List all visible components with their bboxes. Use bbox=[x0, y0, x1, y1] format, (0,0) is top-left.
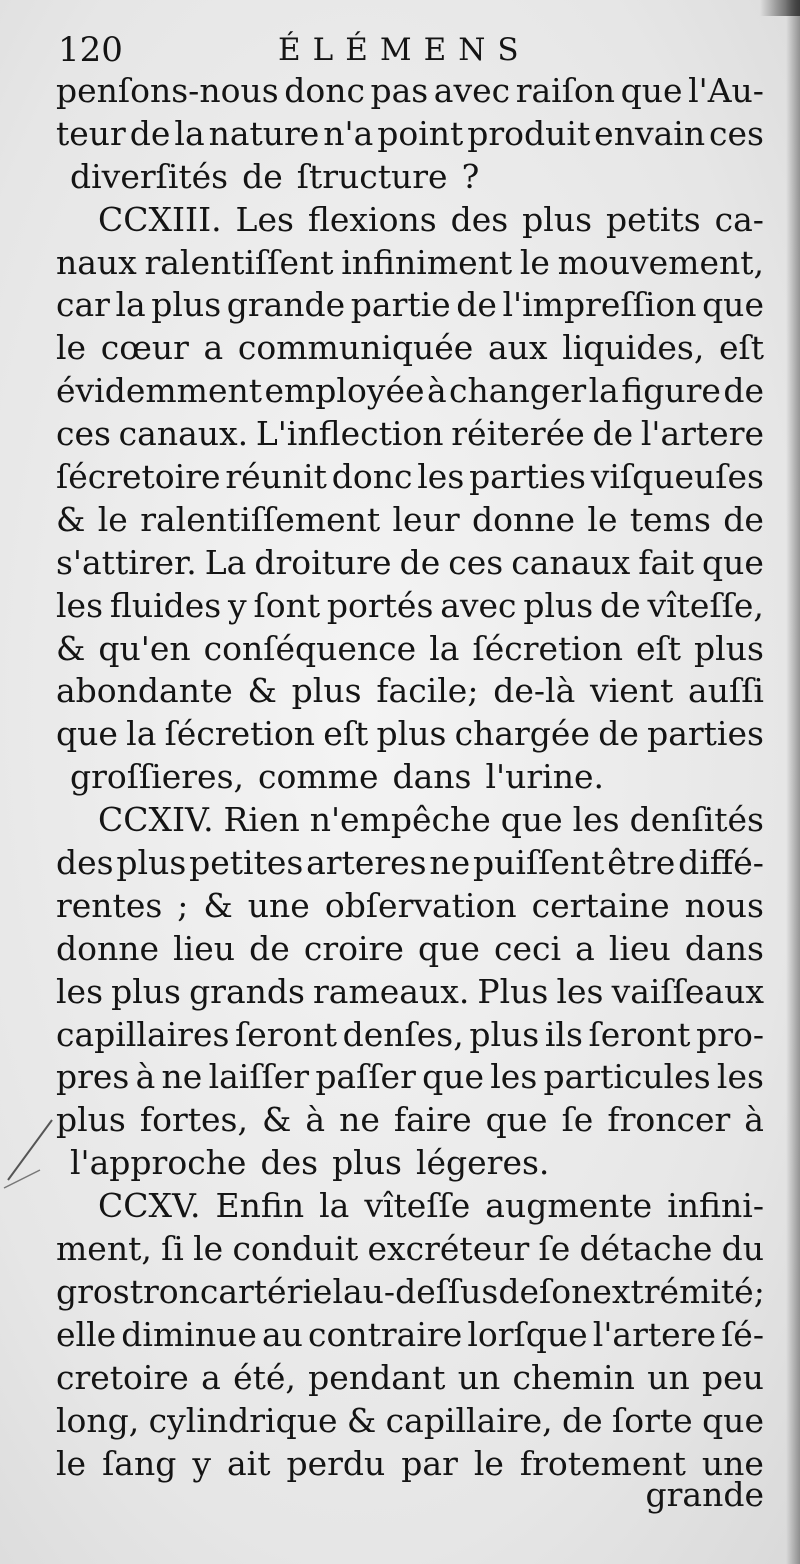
word: ſeront bbox=[235, 1014, 337, 1054]
word: les bbox=[417, 457, 465, 497]
word: vîteſſe bbox=[364, 1186, 471, 1226]
word: que bbox=[702, 285, 764, 325]
word: flexions bbox=[307, 199, 437, 239]
word: de bbox=[456, 285, 497, 325]
word: à bbox=[744, 1100, 764, 1140]
word: & bbox=[56, 628, 86, 668]
word: penſons-nous bbox=[56, 71, 279, 110]
word: que bbox=[500, 800, 563, 840]
word: fortes, bbox=[139, 1100, 248, 1140]
text-line bbox=[56, 585, 764, 628]
word: de bbox=[498, 1271, 540, 1311]
word: n'a bbox=[323, 113, 374, 153]
word: les bbox=[556, 971, 604, 1011]
word: augmente bbox=[485, 1186, 653, 1226]
word: groſſieres, bbox=[70, 757, 245, 797]
word: réunit bbox=[225, 457, 327, 497]
word: ralentiſſent bbox=[144, 242, 334, 282]
word: réiterée bbox=[451, 414, 585, 454]
word: petits bbox=[605, 199, 701, 239]
word: eſt bbox=[636, 628, 682, 668]
word: la bbox=[174, 113, 205, 153]
word: diverſités bbox=[70, 156, 229, 196]
word: donne bbox=[472, 499, 576, 539]
word: capillaires bbox=[56, 1014, 230, 1054]
word: point bbox=[377, 113, 464, 153]
word: vîteſſe, bbox=[647, 585, 764, 625]
word: petites bbox=[189, 843, 304, 883]
word: cretoire bbox=[56, 1357, 189, 1397]
text-line bbox=[56, 756, 764, 799]
word: peu bbox=[702, 1357, 764, 1397]
text-line bbox=[56, 971, 764, 1014]
word: que bbox=[417, 928, 480, 968]
word: à bbox=[426, 371, 447, 411]
word: avec bbox=[433, 71, 511, 110]
word: de bbox=[592, 414, 634, 454]
word: ſorte bbox=[612, 1400, 693, 1440]
word: qu'en bbox=[98, 628, 191, 668]
word: ſont bbox=[253, 585, 321, 625]
word: artériel bbox=[218, 1271, 343, 1311]
word: ces bbox=[56, 414, 111, 454]
word: plus bbox=[332, 1143, 402, 1183]
word: mouvement, bbox=[557, 242, 764, 282]
word: avec bbox=[440, 585, 517, 625]
text-line bbox=[56, 1014, 764, 1057]
word: par bbox=[401, 1443, 458, 1483]
word: ſi bbox=[161, 1229, 184, 1269]
word: plus bbox=[523, 585, 594, 625]
word: que bbox=[620, 71, 683, 110]
word: ſon bbox=[539, 1271, 593, 1311]
word: envain bbox=[594, 113, 706, 153]
word: & bbox=[247, 671, 277, 711]
word: naux bbox=[56, 242, 137, 282]
word: la bbox=[126, 714, 157, 754]
word: de bbox=[399, 542, 441, 582]
text-line bbox=[56, 842, 764, 885]
word: la bbox=[588, 371, 619, 411]
word: au bbox=[261, 1314, 303, 1354]
word: donne bbox=[56, 928, 160, 968]
text-line bbox=[56, 885, 764, 928]
word: froncer bbox=[607, 1100, 731, 1140]
word: capillaire, bbox=[385, 1400, 553, 1440]
word: dans bbox=[684, 928, 764, 968]
word: denſités bbox=[629, 800, 764, 840]
word: de bbox=[129, 113, 171, 153]
word: les bbox=[56, 585, 104, 625]
text-line bbox=[56, 156, 764, 199]
word: ils bbox=[544, 1014, 583, 1054]
word: particules bbox=[543, 1057, 711, 1097]
word: teur bbox=[56, 113, 126, 153]
text-line bbox=[56, 1314, 764, 1357]
word: ait bbox=[226, 1443, 271, 1483]
word: l'approche bbox=[70, 1143, 247, 1183]
word: de bbox=[723, 499, 764, 539]
text-line bbox=[56, 628, 764, 671]
word: L'inflection bbox=[255, 414, 444, 454]
word: ment, bbox=[56, 1229, 152, 1269]
word: ſécretion bbox=[472, 628, 623, 668]
word: Plus bbox=[477, 971, 549, 1011]
word: ne bbox=[339, 1100, 380, 1140]
word: plus bbox=[694, 628, 764, 668]
word: vaiſſeaux bbox=[611, 971, 764, 1011]
word: cœur bbox=[100, 328, 189, 368]
text-line bbox=[56, 242, 764, 285]
word: le bbox=[519, 242, 550, 282]
word: raiſon bbox=[515, 71, 616, 110]
text-line bbox=[56, 70, 764, 113]
word: arteres bbox=[306, 843, 427, 883]
word: de-là bbox=[493, 671, 576, 711]
text-line bbox=[56, 413, 764, 456]
page-edge-shadow bbox=[786, 0, 800, 1564]
word: ſtructure bbox=[296, 156, 448, 196]
word: communiquée bbox=[237, 328, 474, 368]
word: a bbox=[203, 328, 224, 368]
word: CCXV. bbox=[98, 1186, 201, 1226]
word: liquides, bbox=[562, 328, 705, 368]
word: détache bbox=[579, 1229, 713, 1269]
word: l'impreſſion bbox=[502, 285, 697, 325]
word: fluides bbox=[109, 585, 222, 625]
word: perdu bbox=[286, 1443, 386, 1483]
word: La bbox=[204, 542, 247, 582]
word: ſécretion bbox=[164, 714, 316, 754]
word: pro- bbox=[696, 1014, 764, 1054]
word: tronc bbox=[129, 1271, 219, 1311]
word: CCXIII. bbox=[98, 199, 222, 239]
text-line bbox=[56, 542, 764, 585]
word: eſt bbox=[323, 714, 369, 754]
word: croire bbox=[303, 928, 404, 968]
word: l'artere bbox=[592, 1314, 716, 1354]
text-line bbox=[56, 1185, 764, 1228]
word: plus bbox=[376, 714, 447, 754]
word: les bbox=[572, 800, 620, 840]
word: canaux. bbox=[118, 414, 249, 454]
word: l'urine. bbox=[485, 757, 604, 797]
word: canaux bbox=[511, 542, 631, 582]
word: chargée bbox=[454, 714, 590, 754]
word: plus bbox=[116, 843, 187, 883]
word: aux bbox=[487, 328, 548, 368]
word: car bbox=[56, 285, 110, 325]
word: une bbox=[701, 1443, 764, 1483]
text-line bbox=[56, 670, 764, 713]
word: ca- bbox=[714, 199, 764, 239]
word: à bbox=[305, 1100, 326, 1140]
word: viſqueuſes bbox=[590, 457, 764, 497]
text-line bbox=[56, 370, 764, 413]
word: plus bbox=[522, 199, 593, 239]
word: y bbox=[192, 1443, 211, 1483]
word: le bbox=[97, 499, 128, 539]
word: eſt bbox=[718, 328, 764, 368]
word: grands bbox=[189, 971, 305, 1011]
word: l'artere bbox=[640, 414, 764, 454]
word: obſervation bbox=[324, 885, 517, 925]
word: a bbox=[201, 1357, 221, 1397]
word: long, bbox=[56, 1400, 140, 1440]
page-header bbox=[58, 24, 758, 74]
word: plus bbox=[469, 1014, 540, 1054]
word: été, bbox=[233, 1357, 296, 1397]
word: lieu bbox=[608, 928, 671, 968]
page-corner-shadow bbox=[760, 0, 800, 16]
word: ne bbox=[161, 1057, 203, 1097]
word: & bbox=[56, 499, 86, 539]
word: de bbox=[600, 585, 641, 625]
word: du bbox=[721, 1229, 764, 1269]
word: des bbox=[260, 1143, 319, 1183]
word: de bbox=[562, 1400, 603, 1440]
word: la bbox=[319, 1186, 350, 1226]
word: parties bbox=[647, 714, 764, 754]
word: les bbox=[490, 1057, 538, 1097]
word: les bbox=[716, 1057, 764, 1097]
word: donc bbox=[331, 457, 413, 497]
word: l'Au- bbox=[688, 71, 764, 110]
word: que bbox=[422, 1057, 484, 1097]
word: ceci bbox=[493, 928, 562, 968]
word: puiſſent bbox=[473, 843, 605, 883]
word: abondante bbox=[56, 671, 233, 711]
word: certaine bbox=[531, 885, 670, 925]
text-line bbox=[56, 199, 764, 242]
word: plus bbox=[151, 285, 222, 325]
margin-pen-stroke bbox=[0, 1110, 60, 1190]
word: nous bbox=[684, 885, 764, 925]
page-number: 120 bbox=[58, 30, 123, 70]
word: ſe bbox=[538, 1229, 571, 1269]
text-line bbox=[56, 113, 764, 156]
word: pendant bbox=[308, 1357, 446, 1397]
text-line bbox=[56, 1056, 764, 1099]
word: à bbox=[135, 1057, 156, 1097]
word: donc bbox=[284, 71, 365, 110]
word: figure bbox=[621, 371, 721, 411]
word: dans bbox=[392, 757, 472, 797]
word: au-deſſus bbox=[343, 1271, 499, 1311]
word: ſécretoire bbox=[56, 457, 221, 497]
word: n'empêche bbox=[309, 800, 491, 840]
word: évidemment bbox=[56, 371, 263, 411]
word: y bbox=[228, 585, 247, 625]
word: de bbox=[723, 371, 764, 411]
word: s'attirer. bbox=[56, 542, 197, 582]
word: des bbox=[450, 199, 509, 239]
word: les bbox=[56, 971, 104, 1011]
word: gros bbox=[56, 1271, 130, 1311]
word: cylindrique bbox=[148, 1400, 338, 1440]
word: & bbox=[203, 885, 233, 925]
word: ces bbox=[709, 113, 764, 153]
word: & bbox=[346, 1400, 377, 1440]
word: droiture bbox=[254, 542, 392, 582]
running-title: ÉLÉMENS bbox=[278, 32, 531, 68]
word: infiniment bbox=[341, 242, 513, 282]
word: fait bbox=[638, 542, 694, 582]
word: parties bbox=[469, 457, 586, 497]
word: le bbox=[56, 1443, 87, 1483]
word: plus bbox=[56, 1100, 126, 1140]
word: pres bbox=[56, 1057, 130, 1097]
word: le bbox=[56, 328, 87, 368]
word: Rien bbox=[223, 800, 300, 840]
word: être bbox=[607, 843, 676, 883]
word: conduit bbox=[232, 1229, 359, 1269]
word: que bbox=[56, 714, 118, 754]
word: rentes bbox=[56, 885, 163, 925]
word: CCXIV. bbox=[98, 800, 214, 840]
word: un bbox=[647, 1357, 690, 1397]
word: lieu bbox=[173, 928, 236, 968]
text-line bbox=[56, 1142, 764, 1185]
word: excréteur bbox=[367, 1229, 530, 1269]
word: la bbox=[115, 285, 146, 325]
word: que bbox=[702, 1400, 764, 1440]
text-line bbox=[56, 456, 764, 499]
word: comme bbox=[258, 757, 379, 797]
word: lorſque bbox=[467, 1314, 588, 1354]
word: le bbox=[473, 1443, 504, 1483]
word: rameaux. bbox=[313, 971, 470, 1011]
text-line bbox=[56, 1228, 764, 1271]
word: elle bbox=[56, 1314, 117, 1354]
word: de bbox=[249, 928, 290, 968]
word: grande bbox=[226, 285, 346, 325]
word: le bbox=[193, 1229, 224, 1269]
text-line bbox=[56, 713, 764, 756]
word: partie bbox=[350, 285, 451, 325]
text-line bbox=[56, 799, 764, 842]
word: une bbox=[247, 885, 310, 925]
word: la bbox=[429, 628, 460, 668]
text-line bbox=[56, 499, 764, 542]
text-line bbox=[56, 284, 764, 327]
word: plus bbox=[291, 671, 362, 711]
word: des bbox=[56, 843, 114, 883]
word: pas bbox=[370, 71, 429, 110]
word: de bbox=[598, 714, 639, 754]
word: diffé- bbox=[678, 843, 764, 883]
word: frotement bbox=[519, 1443, 686, 1483]
word: ſe bbox=[561, 1100, 594, 1140]
word: contraire bbox=[308, 1314, 463, 1354]
text-line bbox=[56, 1400, 764, 1443]
word: plus bbox=[111, 971, 181, 1011]
word: produit bbox=[467, 113, 591, 153]
word: extrémité; bbox=[592, 1271, 765, 1311]
word: infini- bbox=[667, 1186, 764, 1226]
word: tems bbox=[629, 499, 711, 539]
text-line bbox=[56, 1357, 764, 1400]
word: leur bbox=[392, 499, 460, 539]
word: ? bbox=[461, 156, 480, 196]
word: nature bbox=[208, 113, 320, 153]
word: chemin bbox=[512, 1357, 635, 1397]
word: denſes, bbox=[342, 1014, 464, 1054]
word: ſeront bbox=[588, 1014, 691, 1054]
word: vient bbox=[590, 671, 674, 711]
body-text bbox=[56, 70, 764, 1485]
word: auſſi bbox=[688, 671, 764, 711]
word: que bbox=[702, 542, 764, 582]
word: Enfin bbox=[215, 1186, 305, 1226]
word: ſé- bbox=[721, 1314, 764, 1354]
word: paſſer bbox=[315, 1057, 416, 1097]
text-line bbox=[56, 1271, 764, 1314]
word: conſéquence bbox=[203, 628, 417, 668]
text-line bbox=[56, 1099, 764, 1142]
text-line bbox=[56, 928, 764, 971]
word: ne bbox=[429, 843, 471, 883]
word: & bbox=[261, 1100, 292, 1140]
word: Les bbox=[235, 199, 294, 239]
word: ſang bbox=[102, 1443, 177, 1483]
word: ces bbox=[448, 542, 504, 582]
word: a bbox=[575, 928, 595, 968]
word: ; bbox=[177, 885, 189, 925]
word: un bbox=[457, 1357, 501, 1397]
word: faire bbox=[393, 1100, 472, 1140]
word: portés bbox=[326, 585, 434, 625]
word: diminue bbox=[121, 1314, 257, 1354]
catchword: grande bbox=[645, 1475, 764, 1514]
word: laiſſer bbox=[208, 1057, 310, 1097]
word: que bbox=[485, 1100, 548, 1140]
word: légeres. bbox=[415, 1143, 550, 1183]
word: employée bbox=[264, 371, 425, 411]
word: de bbox=[242, 156, 283, 196]
word: changer bbox=[449, 371, 587, 411]
word: ralentiſſement bbox=[140, 499, 381, 539]
word: le bbox=[587, 499, 618, 539]
word: facile; bbox=[376, 671, 479, 711]
text-line bbox=[56, 327, 764, 370]
